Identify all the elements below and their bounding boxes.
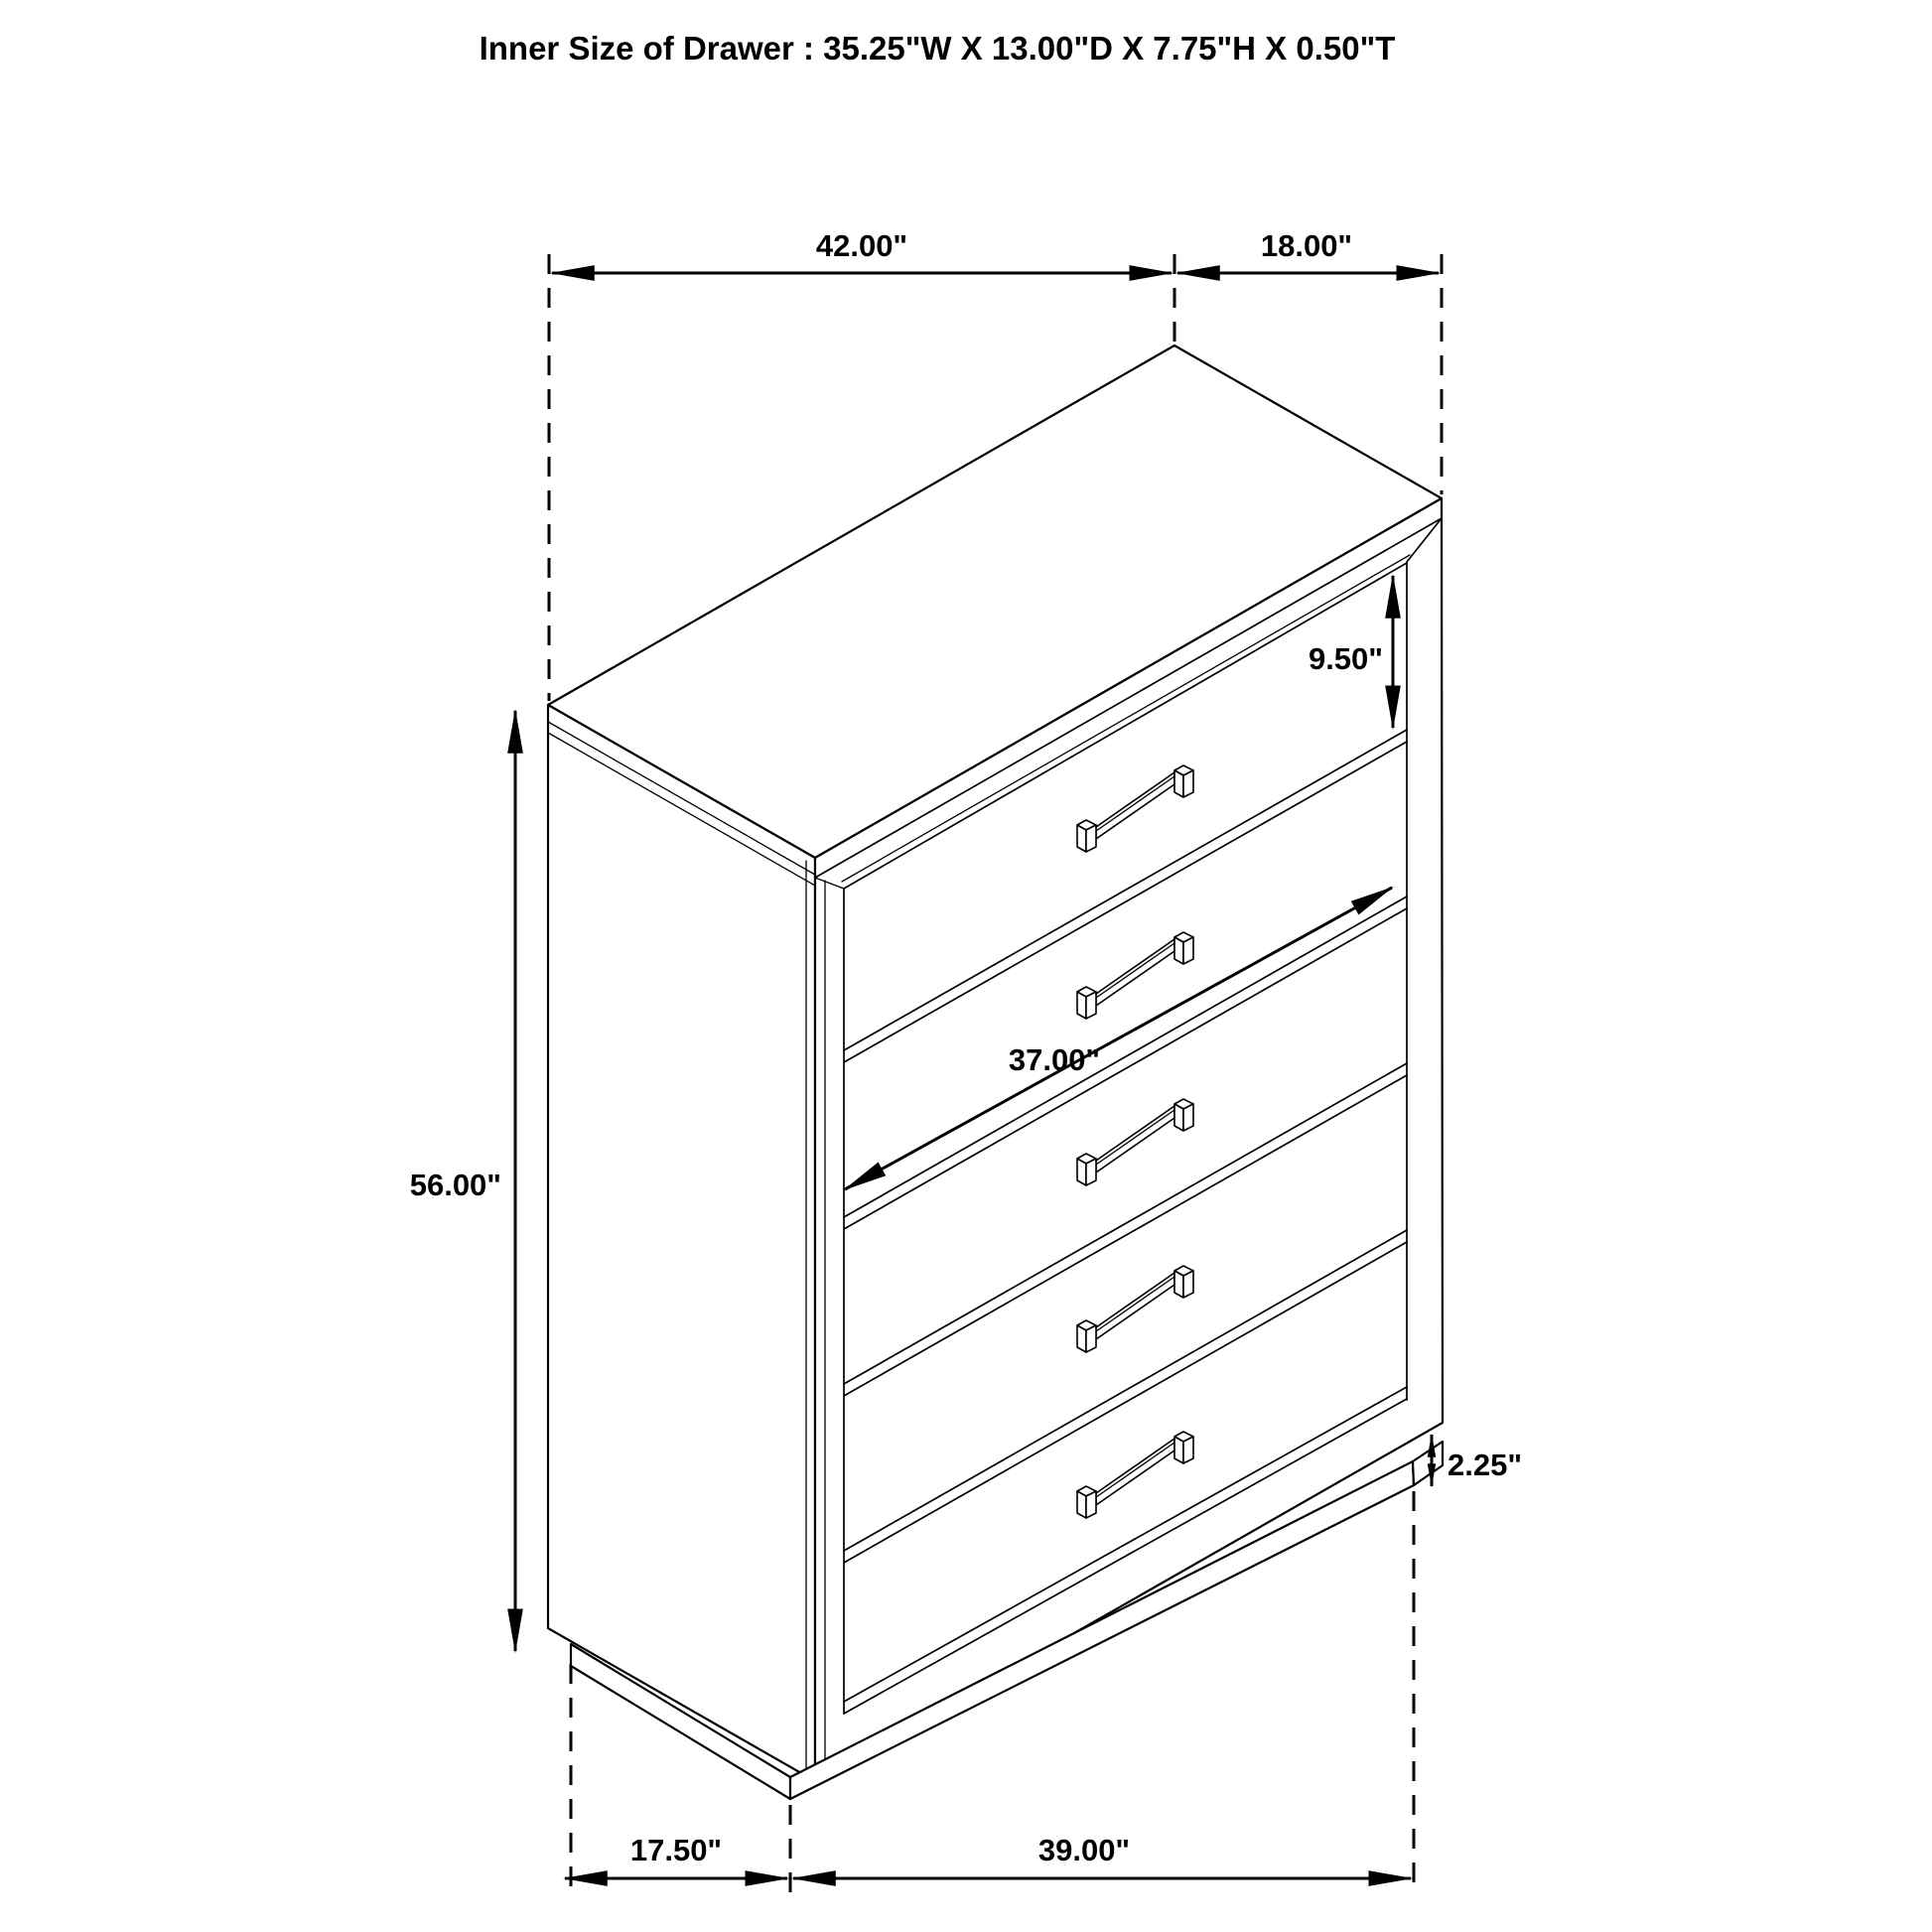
chest-body [548, 345, 1443, 1799]
dimension-base-front-width [793, 1833, 1411, 1878]
drawing-title: Inner Size of Drawer : 35.25"W X 13.00"D X 7.75"H X 0.50"T [479, 30, 1396, 67]
top-width-label: 42.00" [815, 228, 908, 263]
top-depth-label: 18.00" [1260, 228, 1353, 263]
dimension-base-height [1432, 1435, 1522, 1486]
dimension-top-width [552, 228, 1172, 273]
left-side-face [548, 705, 815, 1781]
plinth-right-face [1413, 1442, 1443, 1485]
dimension-base-side-depth [565, 1833, 787, 1878]
overall-height-label: 56.00" [409, 1168, 501, 1202]
drawer-front-width-label: 37.00" [1008, 1042, 1101, 1077]
base-side-depth-label: 17.50" [629, 1833, 723, 1867]
top-drawer-height-label: 9.50" [1308, 641, 1383, 676]
dimension-top-depth [1177, 228, 1439, 273]
base-height-label: 2.25" [1448, 1448, 1523, 1482]
dimension-overall-height [410, 711, 515, 1651]
base-front-width-label: 39.00" [1037, 1833, 1131, 1867]
